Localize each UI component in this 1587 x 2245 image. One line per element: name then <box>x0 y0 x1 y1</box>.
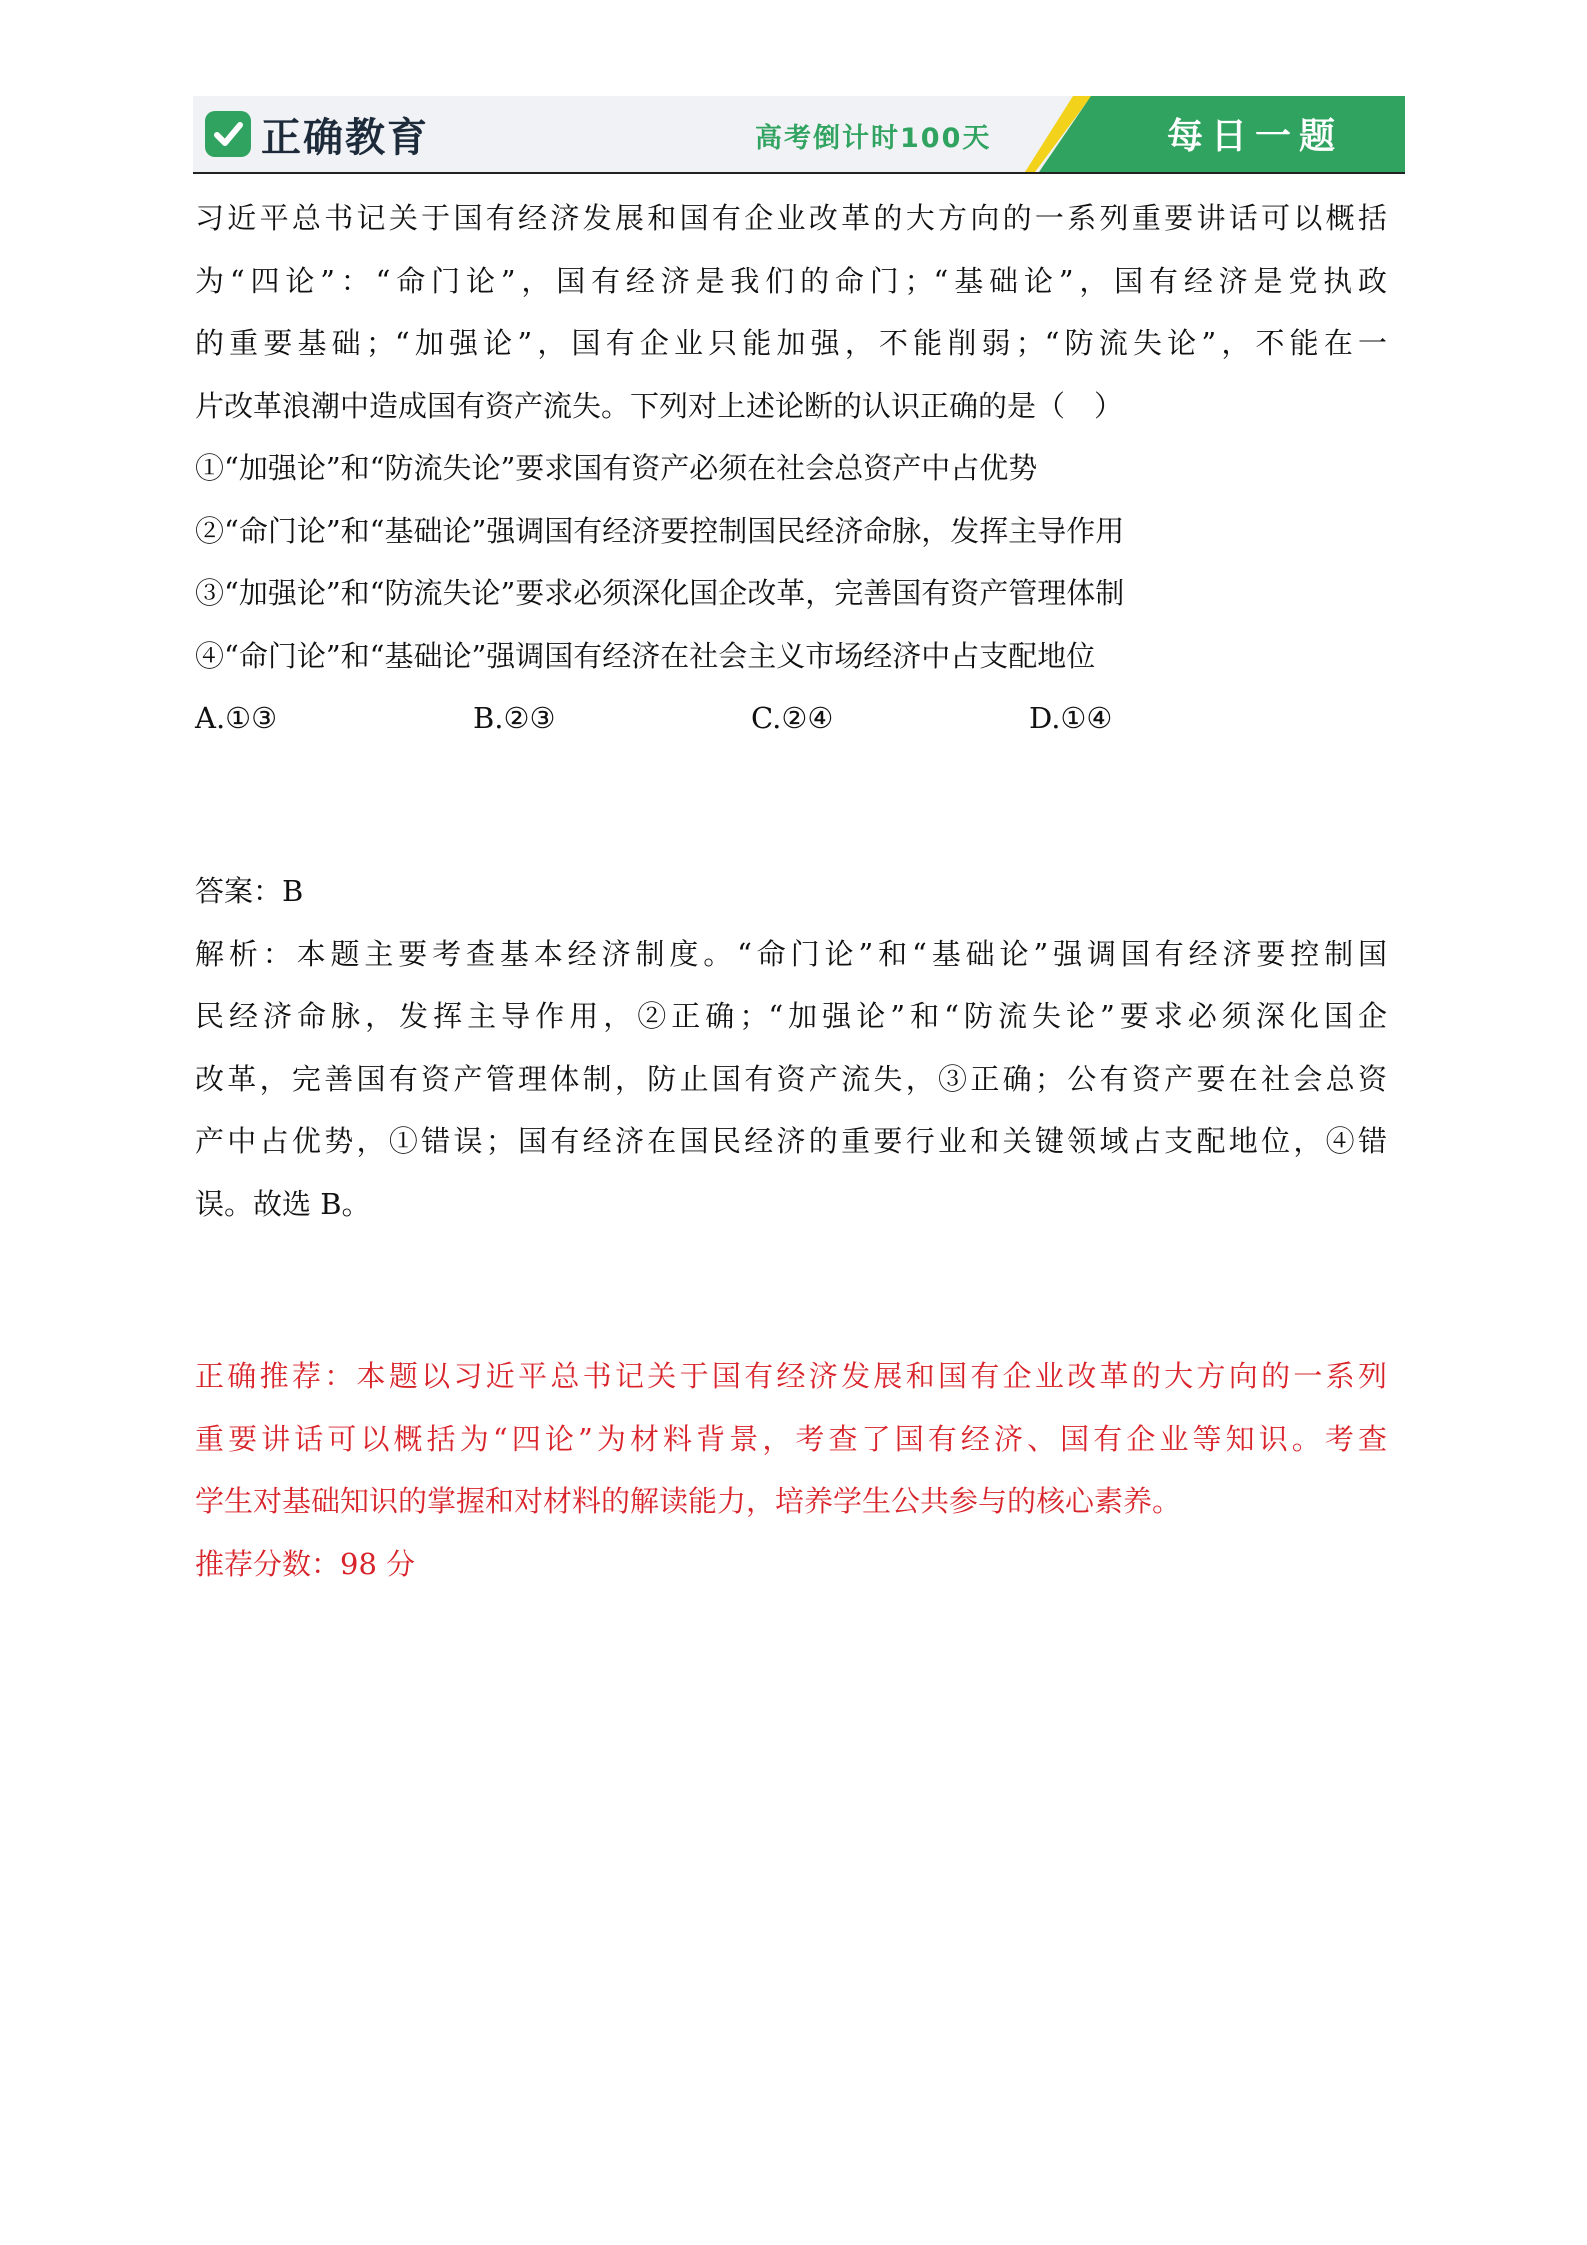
brand-logo <box>205 106 429 162</box>
recommendation-line: 重要讲话可以概括为“四论”为材料背景，考查了国有经济、国有企业等知识。考查 <box>195 1421 1387 1456</box>
recommendation-line: 学生对基础知识的掌握和对材料的解读能力，培养学生公共参与的核心素养。 <box>195 1484 1182 1518</box>
question-line: 为“四论”：“命门论”，国有经济是我们的命门；“基础论”，国有经济是党执政 <box>195 263 1387 298</box>
question-line: 习近平总书记关于国有经济发展和国有企业改革的大方向的一系列重要讲话可以概括 <box>195 201 1387 235</box>
answer-label: 答案：B <box>195 874 304 908</box>
choice-d: D.①④ <box>1029 701 1113 735</box>
analysis-line: 民经济命脉，发挥主导作用，②正确；“加强论”和“防流失论”要求必须深化国企 <box>195 999 1387 1033</box>
recommendation-score: 推荐分数：98 分 <box>195 1546 416 1581</box>
option-statement: ③“加强论”和“防流失论”要求必须深化国企改革，完善国有资产管理体制 <box>195 576 1125 610</box>
analysis-line: 解析：本题主要考查基本经济制度。“命门论”和“基础论”强调国有经济要控制国 <box>195 936 1387 971</box>
option-statement: ①“加强论”和“防流失论”要求国有资产必须在社会总资产中占优势 <box>195 451 1038 485</box>
answer-choices <box>195 687 1387 750</box>
header-divider <box>193 172 1405 174</box>
question-line: 的重要基础；“加强论”，国有企业只能加强，不能削弱；“防流失论”，不能在一 <box>195 326 1387 360</box>
recommendation-block <box>195 1345 1387 1595</box>
analysis-line: 产中占优势，①错误；国有经济在国民经济的重要行业和关键领域占支配地位，④错 <box>195 1124 1387 1158</box>
recommendation-line: 正确推荐：本题以习近平总书记关于国有经济发展和国有企业改革的大方向的一系列 <box>195 1359 1387 1393</box>
question-block <box>195 187 1387 687</box>
analysis-line: 误。故选 B。 <box>195 1186 371 1221</box>
daily-question-label: 每日一题 <box>1166 116 1343 157</box>
header-banner <box>193 96 1405 172</box>
choice-a: A.①③ <box>195 701 278 735</box>
option-statement: ②“命门论”和“基础论”强调国有经济要控制国民经济命脉，发挥主导作用 <box>195 513 1125 548</box>
option-statement: ④“命门论”和“基础论”强调国有经济在社会主义市场经济中占支配地位 <box>195 638 1096 673</box>
answer-block <box>195 860 1387 1235</box>
choice-c: C.②④ <box>751 701 834 735</box>
analysis-line: 改革，完善国有资产管理体制，防止国有资产流失，③正确；公有资产要在社会总资 <box>195 1061 1387 1096</box>
question-line: 片改革浪潮中造成国有资产流失。下列对上述论断的认识正确的是（ ） <box>195 388 1124 423</box>
brand-name: 正确教育 <box>261 114 429 161</box>
checkmark-icon <box>205 111 251 157</box>
countdown-text: 高考倒计时100天 <box>755 123 992 154</box>
choice-b: B.②③ <box>473 701 556 735</box>
